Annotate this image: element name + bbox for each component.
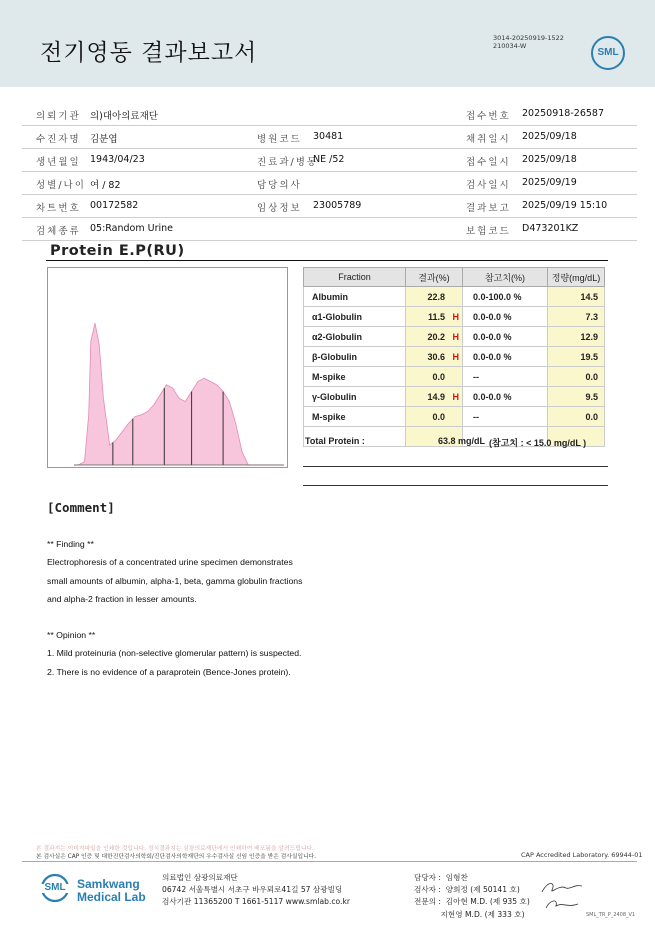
fraction-result-cell (406, 347, 463, 367)
fraction-result-cell (406, 367, 463, 387)
info-value: 2025/09/19 (522, 177, 577, 188)
info-label: 성별/나이 (36, 180, 86, 191)
samkwang-logo-text: SML (44, 882, 66, 893)
address-line: 06742 서울특별시 서초구 바우뫼로41길 57 삼광빌딩 (162, 885, 343, 894)
fraction-amount: 12.9 (548, 327, 605, 347)
info-row (22, 171, 637, 195)
fraction-result-cell (406, 287, 463, 307)
fraction-amount: 7.3 (548, 307, 605, 327)
info-row (22, 194, 637, 218)
high-flag: H (452, 391, 459, 402)
fraction-amount: 9.5 (548, 387, 605, 407)
fraction-result-cell (406, 327, 463, 347)
document-id-line2: 210034-W (493, 42, 527, 50)
comment-line: ** Finding ** (47, 539, 94, 549)
samkwang-brand (77, 878, 146, 904)
fraction-row (304, 307, 605, 327)
brand-line2: Medical Lab (77, 890, 146, 904)
comment-line: and alpha-2 fraction in lesser amounts. (47, 593, 197, 604)
info-row (22, 102, 637, 126)
fraction-name: β-Globulin (304, 347, 406, 367)
info-value: 2025/09/19 15:10 (522, 200, 608, 211)
fraction-name: M-spike (304, 367, 406, 387)
info-label: 병원코드 (257, 134, 302, 145)
fraction-name: M-spike (304, 407, 406, 427)
info-label: 생년월일 (36, 157, 81, 168)
header-result: 결과(%) (406, 268, 463, 287)
document-id (493, 34, 564, 50)
fraction-reference: -- (463, 367, 548, 387)
info-label: 접수일시 (466, 157, 511, 168)
total-protein-label: Total Protein : (305, 436, 365, 446)
high-flag: H (452, 351, 459, 362)
info-value: 1943/04/23 (90, 154, 145, 165)
fraction-reference: 0.0-0.0 % (463, 347, 548, 367)
fraction-amount: 19.5 (548, 347, 605, 367)
fraction-result: 20.2 (427, 331, 445, 342)
fraction-name: Albumin (304, 287, 406, 307)
info-row (22, 217, 637, 241)
info-label: 담당의사 (257, 180, 302, 191)
staff-line: 검사자 : 양희정 (제 50141 호) (414, 885, 520, 895)
info-label: 의뢰기관 (36, 111, 81, 122)
fraction-result: 30.6 (427, 351, 445, 362)
info-value: 여 / 82 (90, 180, 121, 191)
fraction-name: γ-Globulin (304, 387, 406, 407)
electrophoresis-svg (48, 268, 287, 467)
info-row (22, 148, 637, 172)
page-title: 전기영동 결과보고서 (40, 40, 258, 66)
fraction-reference: 0.0-100.0 % (463, 287, 548, 307)
fraction-reference: 0.0-0.0 % (463, 307, 548, 327)
footer-divider (22, 861, 637, 862)
info-label: 진료과/병동 (257, 157, 319, 168)
info-value: 30481 (313, 131, 344, 142)
comment-body (47, 535, 302, 681)
comment-line (47, 608, 302, 626)
header-reference: 참고치(%) (463, 268, 548, 287)
cap-accreditation: CAP Accredited Laboratory. 69944-01 (521, 851, 643, 859)
comment-line: Electrophoresis of a concentrated urine specimen demonstrates (47, 557, 293, 568)
fraction-result: 14.9 (427, 391, 445, 402)
fraction-result: 22.8 (427, 291, 445, 302)
staff-line: 전문의 : 김아현 M.D. (제 935 호) (414, 897, 530, 907)
info-value: 2025/09/18 (522, 131, 577, 142)
header-fraction: Fraction (304, 268, 406, 287)
info-label: 채취일시 (466, 134, 511, 145)
document-id-line1: 3014-20250919-1522 (493, 34, 564, 42)
fraction-table (303, 267, 605, 447)
fraction-row (304, 347, 605, 367)
fraction-result: 0.0 (432, 371, 445, 382)
curve-area (74, 323, 284, 465)
section-divider (46, 260, 608, 261)
comment-line: 1. Mild proteinuria (non-selective glomerular pattern) is suspected. (47, 648, 302, 659)
comment-line: 2. There is no evidence of a paraprotein (Bence-Jones protein). (47, 666, 291, 677)
fraction-reference: -- (463, 407, 548, 427)
fraction-result-cell (406, 407, 463, 427)
brand-line1: Samkwang (77, 877, 140, 891)
comment-line: ** Opinion ** (47, 630, 96, 641)
high-flag: H (452, 331, 459, 342)
info-value: 23005789 (313, 200, 362, 211)
high-flag: H (452, 311, 459, 322)
address-line: 검사기관 11365200 T 1661-5117 www.smlab.co.kr (162, 897, 350, 906)
fraction-name: α1-Globulin (304, 307, 406, 327)
fraction-amount: 14.5 (548, 287, 605, 307)
info-label: 임상정보 (257, 203, 302, 214)
fraction-amount: 0.0 (548, 367, 605, 387)
section-title: Protein E.P(RU) (50, 243, 185, 259)
total-protein-reference: (참고치 : < 15.0 mg/dL ) (489, 438, 587, 448)
fraction-result: 11.5 (427, 311, 445, 322)
info-value: D473201KZ (522, 223, 579, 234)
divider-line (303, 466, 608, 467)
fraction-amount: 0.0 (548, 407, 605, 427)
fraction-result-cell (406, 387, 463, 407)
accreditation-notice: 본 검사실은 CAP 인증 및 대한진단검사의학회/진단검사의학재단의 우수검사실 신임 인증을 받은 검사실입니다. (36, 854, 317, 860)
electrophoresis-chart (47, 267, 288, 468)
fraction-reference: 0.0-0.0 % (463, 327, 548, 347)
fraction-name: α2-Globulin (304, 327, 406, 347)
image-notice: 본 결과지는 이미지파일을 인쇄한 것입니다. 정식결과지는 삼광의료재단에서 인쇄하여 배포됨을 알려드립니다. (36, 846, 314, 852)
comment-line: small amounts of albumin, alpha-1, beta, gamma globulin fractions (47, 575, 303, 586)
info-value: 2025/09/18 (522, 154, 577, 165)
divider-line (303, 485, 608, 486)
staff-line: 지현영 M.D. (제 333 호) (414, 909, 525, 919)
info-value: 20250918-26587 (522, 108, 605, 119)
info-label: 결과보고 (466, 203, 511, 214)
address-line: 의료법인 삼광의료재단 (162, 873, 238, 882)
fraction-result-cell (406, 307, 463, 327)
sml-logo: SML (591, 36, 625, 70)
comment-heading: [Comment] (47, 500, 115, 515)
fraction-reference: 0.0-0.0 % (463, 387, 548, 407)
info-value: 김분엽 (90, 134, 118, 145)
fraction-table-header (304, 268, 605, 287)
staff-line: 담당자 : 임형찬 (414, 873, 468, 882)
fraction-row (304, 367, 605, 387)
signature-graphic (538, 878, 588, 914)
samkwang-logo (36, 872, 74, 908)
total-protein-value: 63.8 mg/dL (438, 436, 486, 446)
fraction-row (304, 287, 605, 307)
staff-list (414, 872, 530, 921)
info-label: 수진자명 (36, 134, 81, 145)
fraction-result: 0.0 (432, 411, 445, 422)
info-label: 검체종류 (36, 226, 81, 237)
form-code: SML_TR_P_2408_V1 (586, 912, 636, 918)
lab-address (162, 872, 350, 908)
info-label: 검사일시 (466, 180, 511, 191)
info-value: 의)대아의료재단 (90, 111, 158, 122)
fraction-row (304, 387, 605, 407)
info-value: 05:Random Urine (90, 223, 174, 234)
total-protein (305, 436, 605, 446)
info-value: NE /52 (313, 154, 345, 165)
info-value: 00172582 (90, 200, 139, 211)
info-label: 보험코드 (466, 226, 511, 237)
info-label: 접수번호 (466, 111, 511, 122)
info-label: 차트번호 (36, 203, 81, 214)
fraction-row (304, 407, 605, 427)
header-amount: 정량(mg/dL) (548, 268, 605, 287)
fraction-row (304, 327, 605, 347)
info-row (22, 125, 637, 149)
